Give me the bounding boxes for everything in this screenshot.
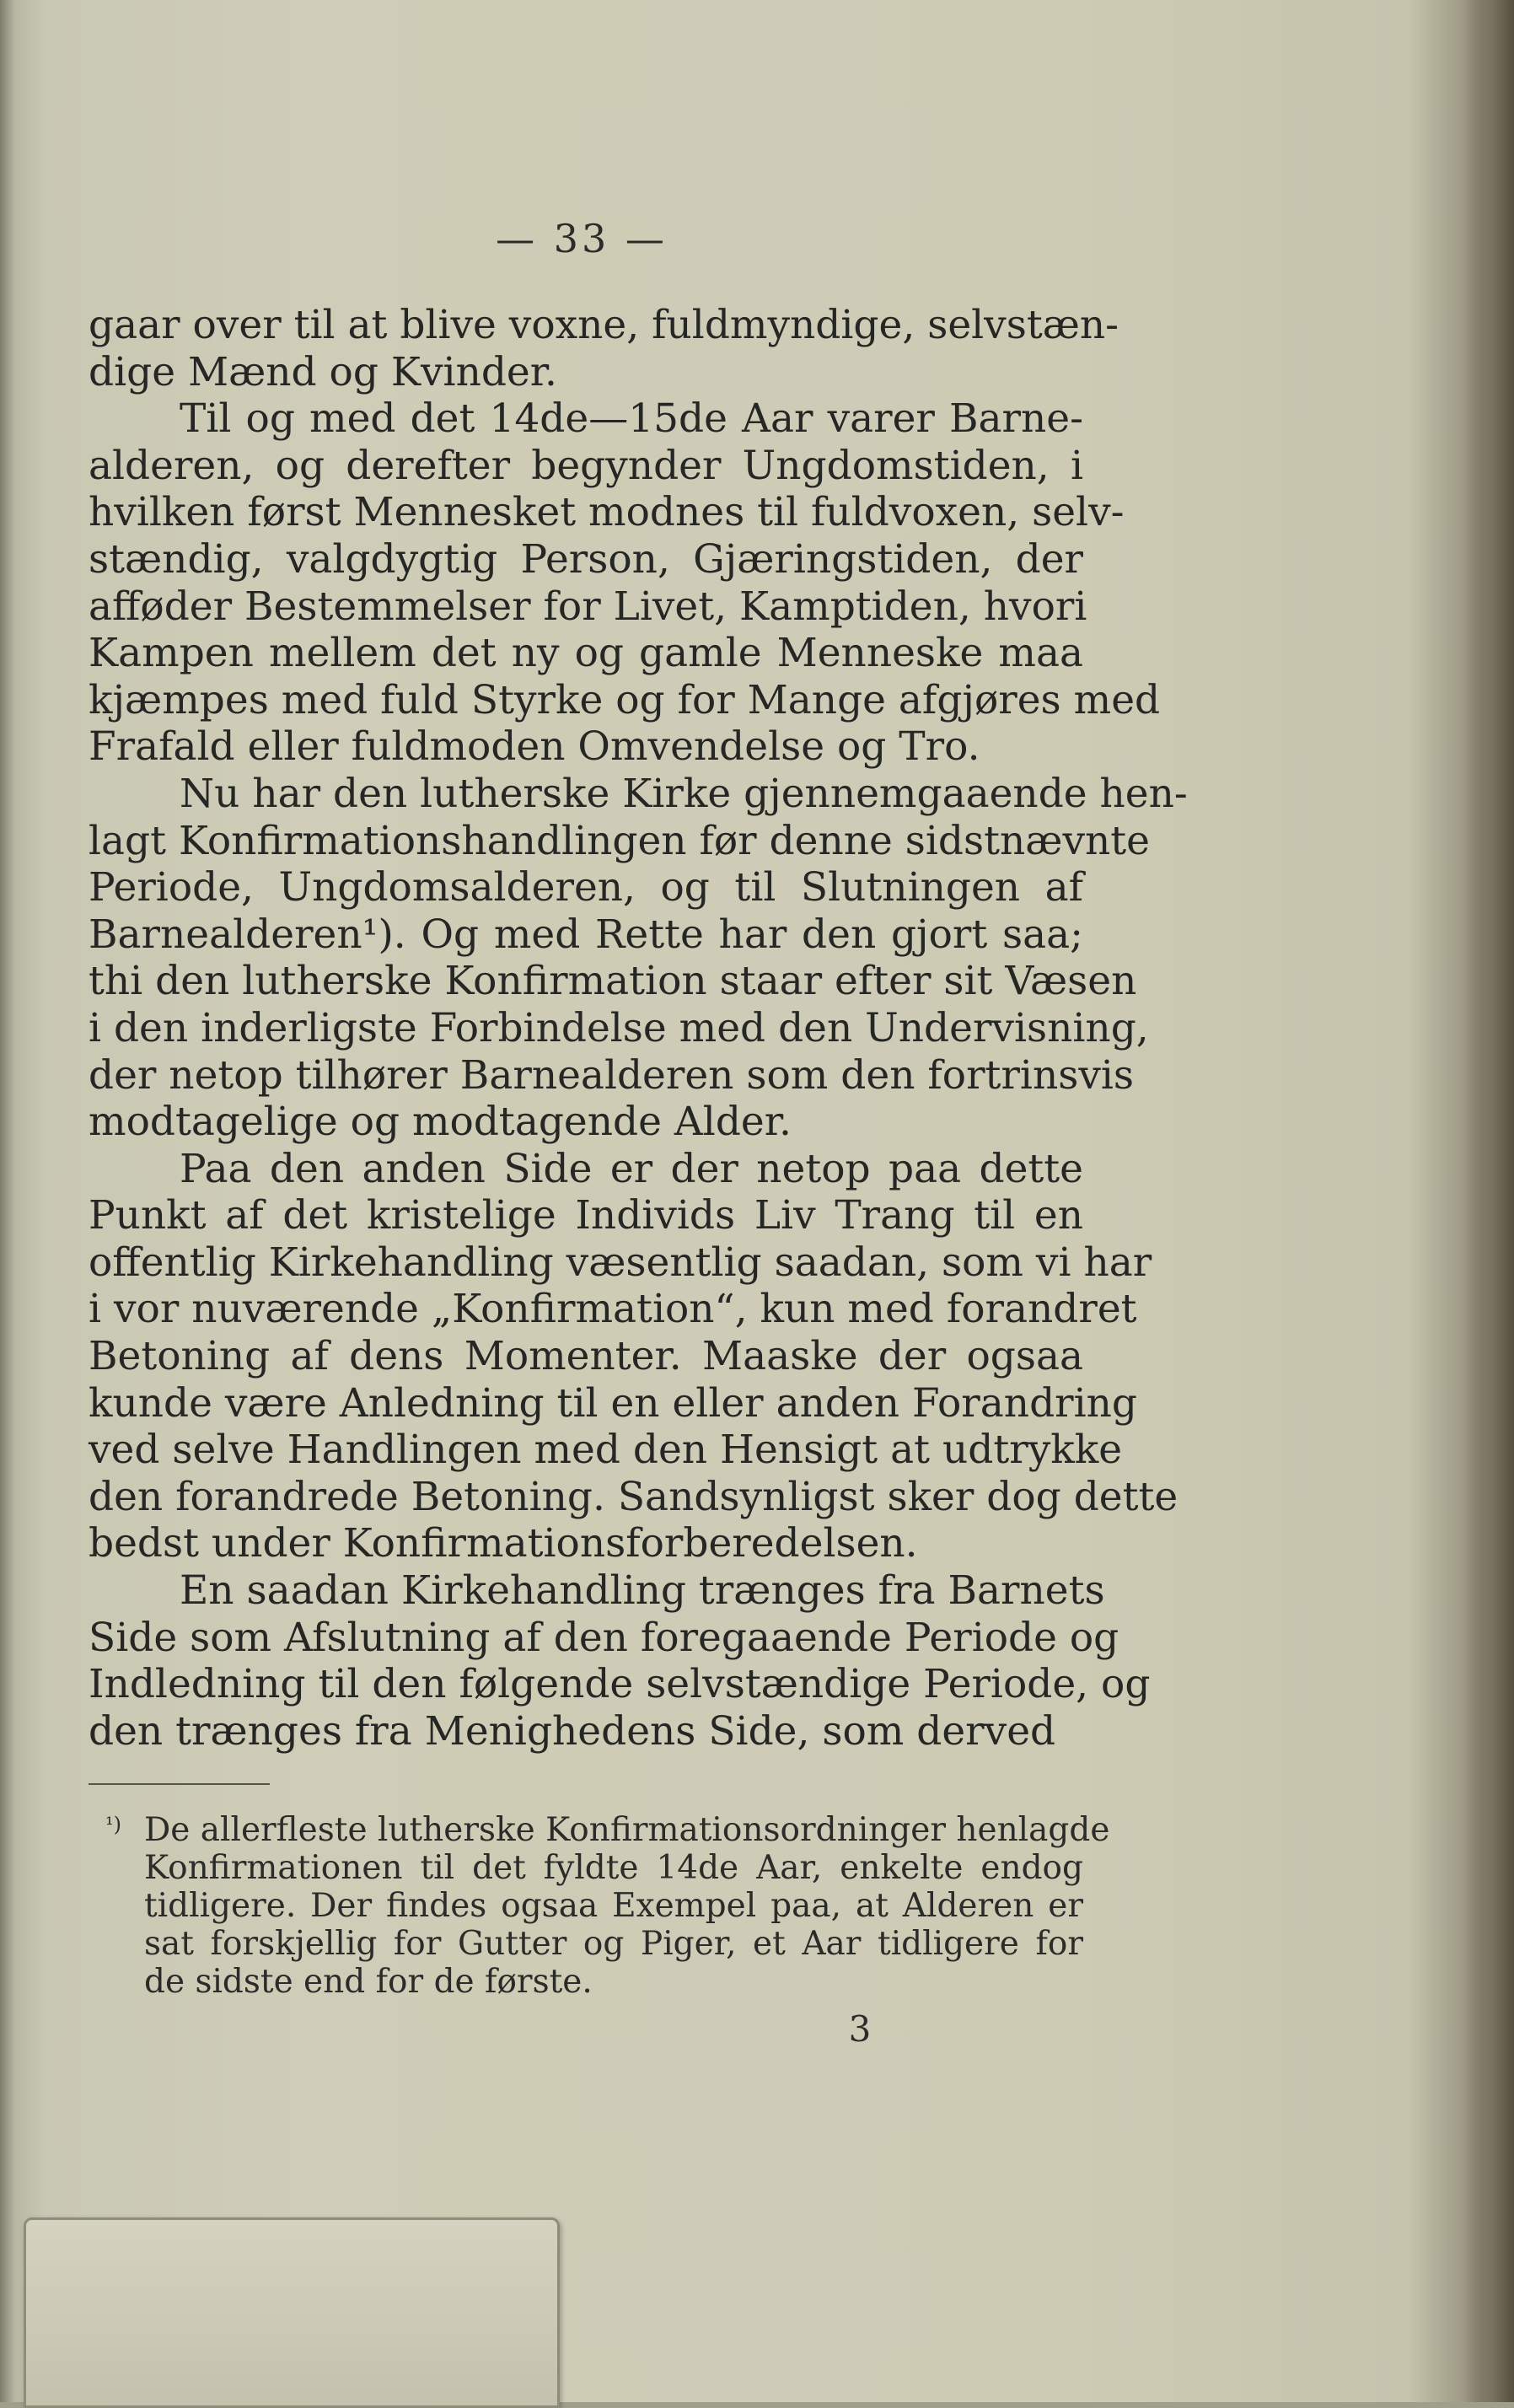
- paragraph: [89, 1145, 1178, 1567]
- footnote: [89, 1811, 1110, 2001]
- text-line: Betoning af dens Momenter. Maaske der ogsaa: [89, 1333, 1083, 1380]
- text-line: Kampen mellem det ny og gamle Menneske maa: [89, 630, 1083, 677]
- text-line: lagt Konfirmationshandlingen før denne sidstnævnte: [89, 817, 1150, 864]
- paragraph: [89, 395, 1161, 771]
- text-line: ved selve Handlingen med den Hensigt at udtrykke: [89, 1427, 1123, 1474]
- text-line: bedst under Konfirmationsforberedelsen.: [89, 1520, 918, 1567]
- text-line: den trænges fra Menighedens Side, som derved: [89, 1707, 1056, 1755]
- paragraph: [89, 1567, 1151, 1755]
- footnote-line: sat forskjellig for Gutter og Piger, et Aar tidligere for: [144, 1925, 1083, 1963]
- page-left-edge: [0, 0, 15, 2402]
- text-line: offentlig Kirkehandling væsentlig saadan, som vi har: [89, 1239, 1152, 1286]
- footnote-body: [89, 1811, 1110, 2001]
- text-line: i den inderligste Forbindelse med den Undervisning,: [89, 1004, 1149, 1051]
- text-line: Periode, Ungdomsalderen, og til Slutningen af: [89, 864, 1083, 911]
- text-line: thi den lutherske Konfirmation staar efter sit Væsen: [89, 958, 1137, 1005]
- text-line: Side som Afslutning af den foregaaende Periode og: [89, 1614, 1119, 1661]
- text-line: dige Mænd og Kvinder.: [89, 348, 557, 395]
- text-line: gaar over til at blive voxne, fuldmyndige, selvstæn-: [89, 302, 1119, 348]
- text-line: modtagelige og modtagende Alder.: [89, 1099, 792, 1146]
- footnote-rule: [89, 1783, 270, 1785]
- text-line: En saadan Kirkehandling trænges fra Barnets: [180, 1567, 1105, 1615]
- footnote-line: De allerfleste lutherske Konfirmationsordninger henlagde: [144, 1811, 1110, 1849]
- text-line: stændig, valgdygtig Person, Gjæringstiden, der: [89, 535, 1083, 583]
- text-line: Barnealderen¹). Og med Rette har den gjort saa;: [89, 911, 1083, 958]
- body-text: [89, 302, 1188, 1755]
- text-line: Frafald eller fuldmoden Omvendelse og Tro.: [89, 723, 980, 771]
- text-line: i vor nuværende „Konfirmation“, kun med forandret: [89, 1286, 1137, 1333]
- text-line: Til og med det 14de—15de Aar varer Barne-: [180, 395, 1083, 443]
- page-gutter-shadow: [1463, 0, 1514, 2402]
- text-line: afføder Bestemmelser for Livet, Kamptiden, hvori: [89, 583, 1087, 630]
- text-line: den forandrede Betoning. Sandsynligst sker dog dette: [89, 1473, 1178, 1520]
- text-line: alderen, og derefter begynder Ungdomstiden, i: [89, 442, 1083, 489]
- paragraph: [89, 770, 1188, 1146]
- footnote-line: Konfirmationen til det fyldte 14de Aar, enkelte endog: [144, 1849, 1083, 1887]
- text-line: Punkt af det kristelige Individs Liv Trang til en: [89, 1192, 1083, 1239]
- text-line: Nu har den lutherske Kirke gjennemgaaende hen-: [180, 770, 1188, 817]
- paragraph: [89, 302, 1119, 395]
- footnote-line: de sidste end for de første.: [144, 1963, 593, 2001]
- text-line: kjæmpes med fuld Styrke og for Mange afgjøres med: [89, 676, 1161, 723]
- text-line: der netop tilhører Barnealderen som den fortrinsvis: [89, 1051, 1135, 1099]
- footnote-marker: ¹): [105, 1813, 121, 1836]
- footnote-line: tidligere. Der findes ogsaa Exempel paa, at Alderen er: [144, 1887, 1083, 1925]
- book-tab-strip: [24, 2217, 560, 2408]
- text-line: Indledning til den følgende selvstændige Periode, og: [89, 1661, 1151, 1708]
- text-line: Paa den anden Side er der netop paa dette: [180, 1145, 1083, 1192]
- text-line: kunde være Anledning til en eller anden Forandring: [89, 1379, 1138, 1427]
- text-line: hvilken først Mennesket modnes til fuldvoxen, selv-: [89, 489, 1125, 536]
- signature-mark: 3: [848, 2008, 872, 2050]
- page-number: — 33 —: [496, 216, 668, 261]
